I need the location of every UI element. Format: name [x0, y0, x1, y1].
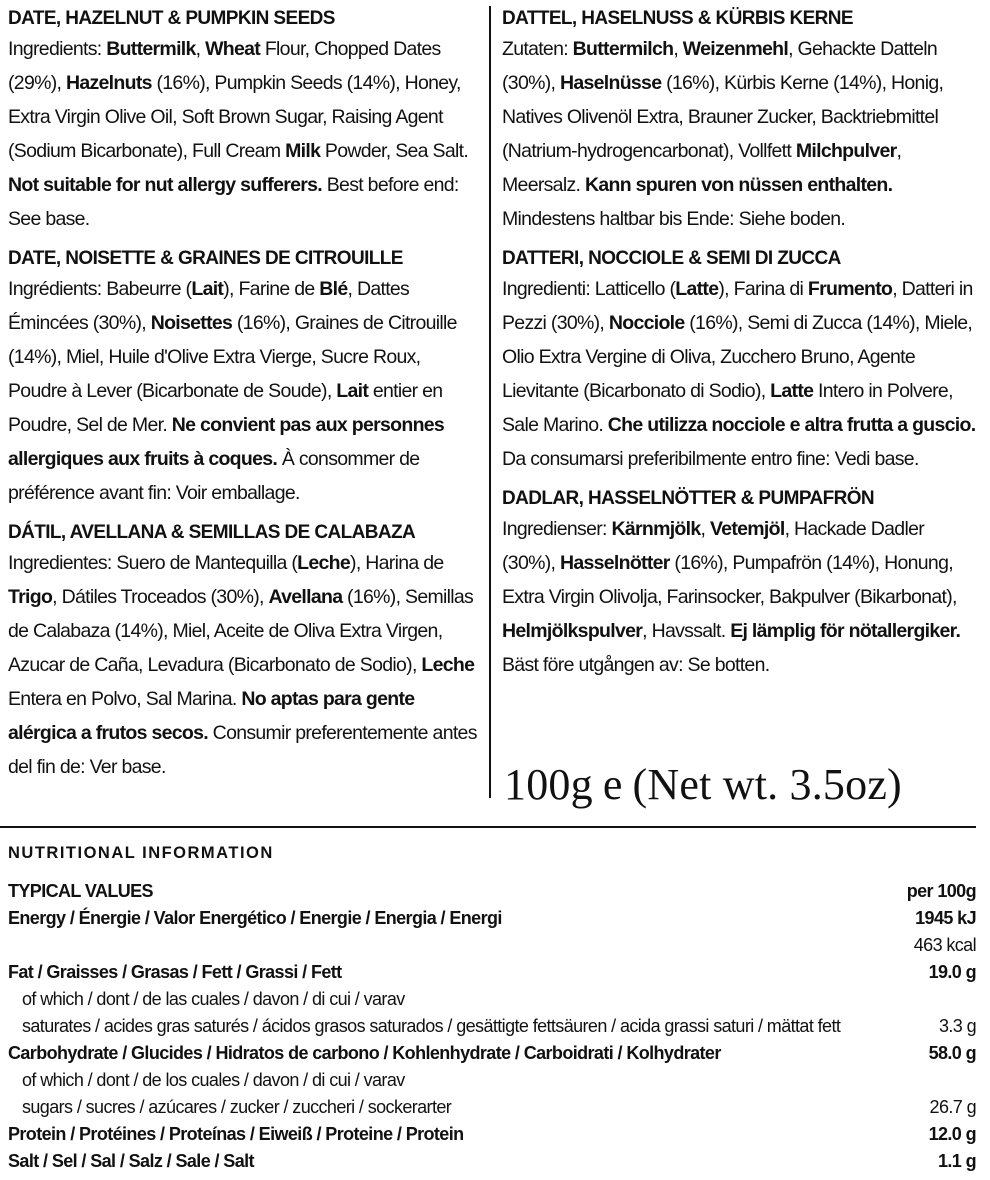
- allergen-text: Not suitable for nut allergy sufferers.: [8, 174, 323, 196]
- ingredient-text: (16%), Pumpafrön (14%), Honung, Extra Virgin Olivolja, Farinsocker, Bakpulver (Bikarbonat),: [502, 552, 957, 608]
- nutrient-label: saturates / acides gras saturés / ácidos grasos saturados / gesättigte fettsäuren / acida grassi saturi / mättat fett: [22, 1016, 841, 1036]
- ingredient-text: Zutaten:: [502, 38, 573, 60]
- allergen-text: Buttermilk: [106, 38, 196, 60]
- allergen-text: Milk: [285, 140, 321, 162]
- allergen-text: Lait: [191, 278, 224, 300]
- ingredient-text: (16%), Kürbis Kerne (14%), Honig, Natives Olivenöl Extra, Brauner Zucker, Backtriebmittel (Natrium-hydrogencarbonat), Vollfett: [502, 72, 944, 162]
- allergen-text: Avellana: [268, 586, 343, 608]
- nutrition-row: [8, 932, 976, 959]
- nutrient-label: of which / dont / de los cuales / davon / di cui / varav: [22, 1070, 405, 1090]
- nutrition-row: [8, 959, 976, 986]
- ingredients-text: [502, 272, 980, 476]
- ingredient-text: , Hackade Dadler (30%),: [502, 518, 925, 574]
- ingredient-text: Entera en Polvo, Sal Marina.: [8, 688, 242, 710]
- ingredients-heading: DATE, HAZELNUT & PUMPKIN SEEDS: [8, 8, 335, 29]
- allergen-text: Haselnüsse: [559, 72, 662, 94]
- ingredient-text: ,: [700, 518, 710, 540]
- ingredients-text: [502, 32, 980, 236]
- nutrient-label: Carbohydrate / Glucides / Hidratos de carbono / Kohlenhydrate / Carboidrati / Kolhydrater: [8, 1043, 721, 1063]
- ingredient-text: , Gehackte Datteln (30%),: [502, 38, 938, 94]
- ingredients-column-right: [502, 6, 980, 692]
- ingredients-text: [8, 546, 482, 784]
- nutrient-value: 463 kcal: [913, 935, 976, 955]
- ingredient-text: , Dattes Émincées (30%),: [8, 278, 410, 334]
- ingredient-text: ,: [673, 38, 683, 60]
- ingredient-text: Ingredienser:: [502, 518, 612, 540]
- allergen-text: Noisettes: [150, 312, 233, 334]
- nutrition-row: [8, 1094, 976, 1121]
- ingredients-heading: DATTEL, HASELNUSS & KÜRBIS KERNE: [502, 8, 853, 29]
- ingredient-text: ,: [195, 38, 206, 60]
- allergen-text: Helmjölkspulver: [502, 620, 643, 642]
- ingredients-text: [8, 272, 482, 510]
- nutrient-value: 12.0 g: [928, 1124, 976, 1144]
- allergen-text: Milchpulver: [795, 140, 897, 162]
- ingredients-heading: DATTERI, NOCCIOLE & SEMI DI ZUCCA: [502, 248, 841, 269]
- ingredient-text: Ingredients:: [8, 38, 107, 60]
- allergen-text: Che utilizza nocciole e altra frutta a guscio.: [607, 414, 976, 436]
- ingredients-block-de: [502, 6, 980, 236]
- ingredient-text: Intero in Polvere, Sale Marino.: [502, 380, 953, 436]
- ingredient-text: , Dátiles Troceados (30%),: [52, 586, 269, 608]
- allergen-text: Blé: [319, 278, 348, 300]
- ingredient-text: , Meersalz.: [502, 140, 902, 196]
- ingredient-text: (16%), Semillas de Calabaza (14%), Miel, Aceite de Oliva Extra Virgen, Azucar de Caña, Levadura (Bicarbonato de Sodio),: [8, 586, 474, 676]
- allergen-text: Hasselnötter: [559, 552, 670, 574]
- ingredient-text: entier en Poudre, Sel de Mer.: [8, 380, 443, 436]
- allergen-text: Wheat: [205, 38, 261, 60]
- ingredient-text: ), Harina de: [350, 552, 444, 574]
- nutrient-label: Energy / Énergie / Valor Energético / Energie / Energia / Energi: [8, 908, 502, 928]
- nutrition-header-value: per 100g: [906, 881, 976, 901]
- ingredient-text: (16%), Graines de Citrouille (14%), Miel, Huile d'Olive Extra Vierge, Sucre Roux, Poudre à Lever (Bicarbonate de Soude),: [8, 312, 457, 402]
- allergen-text: Frumento: [807, 278, 893, 300]
- allergen-text: Vetemjöl: [709, 518, 785, 540]
- ingredients-heading: DÁTIL, AVELLANA & SEMILLAS DE CALABAZA: [8, 522, 416, 543]
- allergen-text: Leche: [421, 654, 475, 676]
- nutrient-value: 19.0 g: [928, 962, 976, 982]
- ingredients-text: [502, 512, 980, 682]
- allergen-text: Buttermilch: [572, 38, 674, 60]
- allergen-text: Latte: [675, 278, 719, 300]
- ingredients-block-it: [502, 246, 980, 476]
- nutrition-title: NUTRITIONAL INFORMATION: [8, 844, 274, 862]
- ingredients-block-en: [8, 6, 482, 236]
- nutrient-label: of which / dont / de las cuales / davon / di cui / varav: [22, 989, 405, 1009]
- nutrition-row: [8, 1148, 976, 1175]
- nutrition-header-label: TYPICAL VALUES: [8, 881, 153, 901]
- ingredient-text: (16%), Pumpkin Seeds (14%), Honey, Extra Virgin Olive Oil, Soft Brown Sugar, Raising Agent (Sodium Bicarbonate), Full Cream: [8, 72, 461, 162]
- nutrient-label: Protein / Protéines / Proteínas / Eiweiß / Proteine / Protein: [8, 1124, 464, 1144]
- allergen-text: Ne convient pas aux personnes allergiques aux fruits à coques.: [8, 414, 445, 470]
- net-weight: [504, 760, 902, 810]
- nutrition-header-row: [8, 878, 976, 905]
- nutrient-value: 3.3 g: [938, 1016, 976, 1036]
- nutrient-label: Fat / Graisses / Grasas / Fett / Grassi / Fett: [8, 962, 342, 982]
- nutrient-value: 58.0 g: [928, 1043, 976, 1063]
- nutrition-rows: [8, 905, 976, 1175]
- nutrient-label: Salt / Sel / Sal / Salz / Sale / Salt: [8, 1151, 254, 1171]
- allergen-text: Trigo: [8, 586, 53, 608]
- net-weight-imperial: (Net wt. 3.5oz): [632, 760, 902, 809]
- allergen-text: Hazelnuts: [65, 72, 152, 94]
- nutrition-row: [8, 1013, 976, 1040]
- nutrient-value: 26.7 g: [929, 1097, 976, 1117]
- ingredient-text: Powder, Sea Salt.: [320, 140, 469, 162]
- ingredient-text: Bäst före utgången av: Se botten.: [502, 654, 770, 676]
- ingredient-text: , Havssalt.: [642, 620, 731, 642]
- allergen-text: No aptas para gente alérgica a frutos secos.: [8, 688, 415, 744]
- section-rule: [0, 826, 976, 828]
- ingredients-block-fr: [8, 246, 482, 510]
- ingredient-text: ), Farina di: [718, 278, 808, 300]
- nutrition-row: [8, 986, 976, 1013]
- allergen-text: Lait: [336, 380, 369, 402]
- ingredients-block-es: [8, 520, 482, 784]
- ingredient-text: ), Farine de: [223, 278, 320, 300]
- ingredients-column-left: [8, 6, 482, 794]
- ingredient-text: Mindestens haltbar bis Ende: Siehe boden.: [502, 208, 846, 230]
- nutrient-value: 1.1 g: [937, 1151, 976, 1171]
- allergen-text: Leche: [297, 552, 351, 574]
- net-weight-amount: 100g: [504, 760, 593, 809]
- nutrition-row: [8, 1067, 976, 1094]
- ingredients-block-sv: [502, 486, 980, 682]
- nutrition-row: [8, 905, 976, 932]
- estimated-sign-icon: e: [602, 760, 623, 809]
- ingredient-text: Ingrédients: Babeurre (: [8, 278, 192, 300]
- ingredient-text: Ingredienti: Latticello (: [502, 278, 676, 300]
- ingredient-text: Flour, Chopped Dates (29%),: [8, 38, 441, 94]
- allergen-text: Weizenmehl: [682, 38, 789, 60]
- allergen-text: Kärnmjölk: [611, 518, 701, 540]
- nutrition-row: [8, 1121, 976, 1148]
- column-divider: [489, 6, 491, 798]
- ingredient-text: , Datteri in Pezzi (30%),: [502, 278, 973, 334]
- allergen-text: Latte: [770, 380, 814, 402]
- ingredient-text: Ingredientes: Suero de Mantequilla (: [8, 552, 298, 574]
- nutrition-row: [8, 1040, 976, 1067]
- nutrient-label: sugars / sucres / azúcares / zucker / zuccheri / sockerarter: [22, 1097, 452, 1117]
- ingredient-text: (16%), Semi di Zucca (14%), Miele, Olio Extra Vergine di Oliva, Zucchero Bruno, Agente Lievitante (Bicarbonato di Sodio),: [502, 312, 973, 402]
- ingredient-text: Consumir preferentemente antes del fin de: Ver base.: [8, 722, 477, 778]
- ingredients-heading: DADLAR, HASSELNÖTTER & PUMPAFRÖN: [502, 488, 875, 509]
- ingredient-text: Best before end: See base.: [8, 174, 459, 230]
- ingredient-text: À consommer de préférence avant fin: Voir emballage.: [8, 448, 420, 504]
- allergen-text: Ej lämplig för nötallergiker.: [730, 620, 961, 642]
- allergen-text: Nocciole: [608, 312, 685, 334]
- nutrition-table: [8, 878, 976, 1175]
- ingredients-text: [8, 32, 482, 236]
- ingredients-heading: DATE, NOISETTE & GRAINES DE CITROUILLE: [8, 248, 403, 269]
- allergen-text: Kann spuren von nüssen enthalten.: [584, 174, 893, 196]
- nutrient-value: 1945 kJ: [915, 908, 976, 928]
- ingredient-text: Da consumarsi preferibilmente entro fine: Vedi base.: [502, 448, 919, 470]
